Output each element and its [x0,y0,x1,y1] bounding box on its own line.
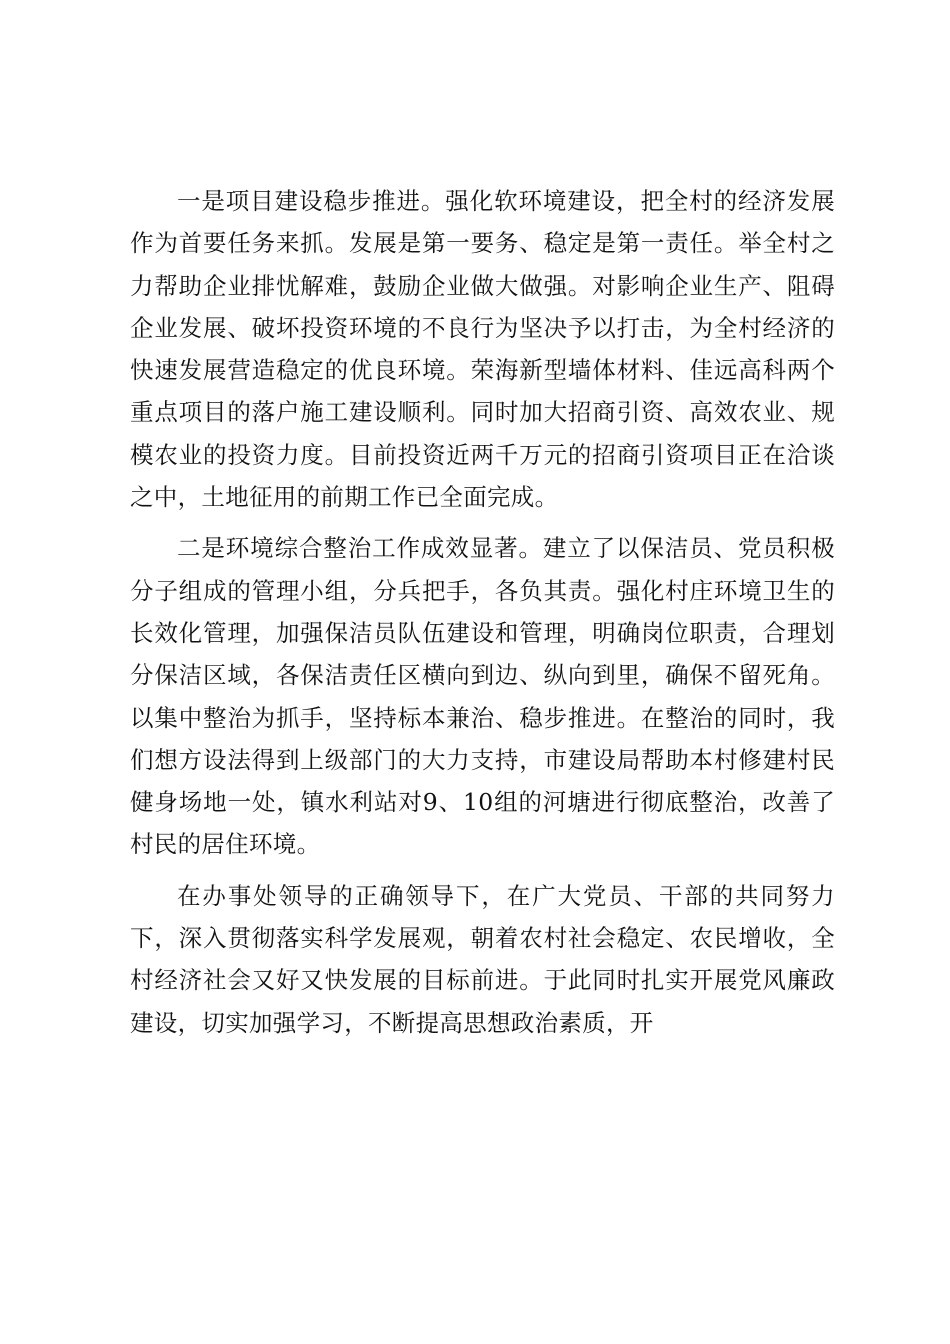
paragraph-project-construction: 一是项目建设稳步推进。强化软环境建设，把全村的经济发展作为首要任务来抓。发展是第一要务、稳定是第一责任。举全村之力帮助企业排忧解难，鼓励企业做大做强。对影响企业生产、阻碍企业发展、破坏投资环境的不良行为坚决予以打击，为全村经济的快速发展营造稳定的优良环境。荣海新型墙体材料、佳远高科两个重点项目的落户施工建设顺利。同时加大招商引资、高效农业、规模农业的投资力度。目前投资近两千万元的招商引资项目正在洽谈之中，土地征用的前期工作已全面完成。 [130,187,835,512]
paragraph-environment-renovation: 二是环境综合整治工作成效显著。建立了以保洁员、党员积极分子组成的管理小组，分兵把手，各负其责。强化村庄环境卫生的长效化管理，加强保洁员队伍建设和管理，明确岗位职责，合理划分保洁区域，各保洁责任区横向到边、纵向到里，确保不留死角。以集中整治为抓手，坚持标本兼治、稳步推进。在整治的同时，我们想方设法得到上级部门的大力支持，市建设局帮助本村修建村民健身场地一处，镇水利站对9、10组的河塘进行彻底整治，改善了村民的居住环境。 [130,534,835,859]
paragraph-leadership: 在办事处领导的正确领导下，在广大党员、干部的共同努力下，深入贯彻落实科学发展观，朝着农村社会稳定、农民增收，全村经济社会又好又快发展的目标前进。于此同时扎实开展党风廉政建设，切实加强学习，不断提高思想政治素质，开 [130,881,835,1037]
document-body [130,180,835,1044]
